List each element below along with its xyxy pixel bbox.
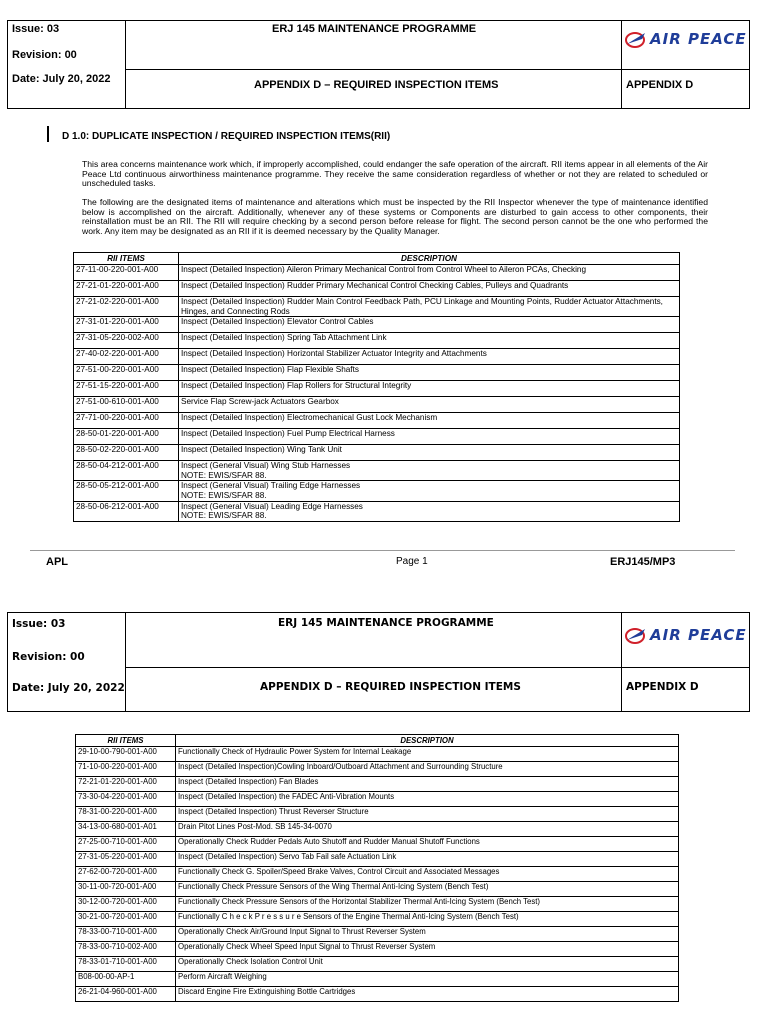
rii-item-description <box>176 867 679 882</box>
date-label: Date: July 20, 2022 <box>12 73 111 85</box>
rii-item-code: 72-21-01-220-001-A00 <box>76 777 176 792</box>
rii-item-code: 73-30-04-220-001-A00 <box>76 792 176 807</box>
air-peace-logo <box>624 27 747 51</box>
date-label: Date: July 20, 2022 <box>12 682 125 694</box>
appendix-label: APPENDIX D <box>626 79 694 91</box>
rii-item-code: 27-51-00-610-001-A00 <box>74 397 179 413</box>
rii-item-description <box>176 852 679 867</box>
rii-item-description <box>179 281 680 297</box>
rii-item-code: 28-50-02-220-001-A00 <box>74 445 179 461</box>
page-header <box>7 612 750 712</box>
description-text: Inspect (Detailed Inspection) Electromechanical Gust Lock Mechanism <box>181 413 438 423</box>
rii-item-description <box>179 501 680 521</box>
table-row <box>74 317 680 333</box>
description-text: Inspect (Detailed Inspection) Elevator Control Cables <box>181 317 374 327</box>
description-text: Inspect (Detailed Inspection) Fuel Pump Electrical Harness <box>181 429 395 439</box>
programme-title: ERJ 145 MAINTENANCE PROGRAMME <box>278 617 494 629</box>
description-text: Drain Pitot Lines Post-Mod. SB 145-34-0070 <box>178 822 332 831</box>
rii-item-code: B08-00-00-AP-1 <box>76 972 176 987</box>
page-footer <box>0 548 768 578</box>
rii-item-description <box>179 349 680 365</box>
rii-item-code: 30-21-00-720-001-A00 <box>76 912 176 927</box>
rii-item-code: 34-13-00-680-001-A01 <box>76 822 176 837</box>
table-row <box>76 927 679 942</box>
description-text: Inspect (Detailed Inspection) the FADEC Anti-Vibration Mounts <box>178 792 395 801</box>
description-text: Inspect (Detailed Inspection) Rudder Main Control Feedback Path, PCU Linkage and Mounting Points, Rudder Actuator Attachments, Hinges, and Connecting Rods <box>181 297 663 316</box>
rii-item-description <box>179 317 680 333</box>
description-text: Service Flap Screw-jack Actuators Gearbox <box>181 397 339 407</box>
rii-item-description <box>179 365 680 381</box>
description-note: NOTE: EWIS/SFAR 88. <box>181 490 267 500</box>
description-text: Functionally Check of Hydraulic Power System for Internal Leakage <box>178 747 412 756</box>
rii-item-code: 27-51-00-220-001-A00 <box>74 365 179 381</box>
table-row <box>74 365 680 381</box>
rii-item-code: 27-25-00-710-001-A00 <box>76 837 176 852</box>
table-row <box>74 445 680 461</box>
description-text: Inspect (Detailed Inspection) Fan Blades <box>178 777 319 786</box>
appendix-title: APPENDIX D – REQUIRED INSPECTION ITEMS <box>254 79 499 91</box>
table-row <box>74 429 680 445</box>
document-page-2 <box>0 590 768 1024</box>
description-text: Operationally Check Air/Ground Input Signal to Thrust Reverser System <box>178 927 426 936</box>
rii-item-description <box>176 882 679 897</box>
rii-item-description <box>179 333 680 349</box>
table-row <box>76 957 679 972</box>
rii-item-description <box>176 912 679 927</box>
description-text: Inspect (Detailed Inspection) Aileron Primary Mechanical Control from Control Wheel to Aileron PCAs, Checking <box>181 265 587 274</box>
table-row <box>74 265 680 281</box>
column-header-description: DESCRIPTION <box>176 735 679 747</box>
table-row <box>76 822 679 837</box>
rii-item-description <box>176 837 679 852</box>
table-row <box>74 333 680 349</box>
table-row <box>74 397 680 413</box>
rii-item-description <box>179 381 680 397</box>
rii-table-2 <box>75 734 679 1002</box>
rii-item-code: 28-50-04-212-001-A00 <box>74 461 179 481</box>
description-text: Inspect (Detailed Inspection) Spring Tab Attachment Link <box>181 333 387 343</box>
footer-document-code: ERJ145/MP3 <box>610 556 676 568</box>
rii-item-description <box>176 747 679 762</box>
rii-item-description <box>179 413 680 429</box>
rii-item-description <box>179 461 680 481</box>
table-row <box>76 942 679 957</box>
rii-item-description <box>176 942 679 957</box>
issue-label: Issue: 03 <box>12 618 66 630</box>
logo-swoosh-icon <box>624 623 648 647</box>
page-header <box>7 20 750 109</box>
table-row <box>76 807 679 822</box>
table-row <box>74 381 680 397</box>
table-row <box>76 867 679 882</box>
rii-item-code: 29-10-00-790-001-A00 <box>76 747 176 762</box>
description-note: NOTE: EWIS/SFAR 88. <box>181 511 267 521</box>
rii-item-code: 27-51-15-220-001-A00 <box>74 381 179 397</box>
description-text: Inspect (General Visual) Leading Edge Harnesses <box>181 501 363 511</box>
column-header-rii-items: RII ITEMS <box>76 735 176 747</box>
rii-item-description <box>179 297 680 317</box>
description-text: Discard Engine Fire Extinguishing Bottle Cartridges <box>178 987 356 996</box>
rii-item-description <box>176 927 679 942</box>
table-row <box>76 792 679 807</box>
description-text: Inspect (Detailed Inspection) Rudder Primary Mechanical Control Checking Cables, Pulleys and Quadrants <box>181 281 569 290</box>
rii-item-code: 27-31-01-220-001-A00 <box>74 317 179 333</box>
footer-page-number: Page 1 <box>396 556 428 567</box>
rii-paragraph: The following are the designated items of maintenance and alterations which must be inspected by the RII Inspector whenever the type of maintenance identified below is accomplished on the aircraft. Additionally, whenever any of these systems or Components are disturbed to gain access to other components, their reinstallation must be an RII. The RII will require checking by a second person before release for flight. The second person cannot be the one who performed the work. Any item may be designated as an RII if it is deemed necessary by the Quality Manager. <box>82 197 708 236</box>
description-text: Inspect (General Visual) Wing Stub Harnesses <box>181 461 351 471</box>
air-peace-logo <box>624 623 747 647</box>
rii-item-code: 28-50-01-220-001-A00 <box>74 429 179 445</box>
rii-item-description <box>176 897 679 912</box>
table-row <box>76 897 679 912</box>
description-text: Operationally Check Wheel Speed Input Signal to Thrust Reverser System <box>178 942 436 951</box>
rii-item-code: 71-10-00-220-001-A00 <box>76 762 176 777</box>
description-text: Inspect (Detailed Inspection) Wing Tank Unit <box>181 445 342 455</box>
table-row <box>76 747 679 762</box>
section-title: D 1.0: DUPLICATE INSPECTION / REQUIRED INSPECTION ITEMS(RII) <box>62 131 391 142</box>
table-row <box>74 501 680 521</box>
rii-item-code: 78-33-00-710-002-A00 <box>76 942 176 957</box>
table-row <box>76 912 679 927</box>
logo-swoosh-icon <box>624 27 648 51</box>
description-text: Inspect (Detailed Inspection) Servo Tab Fail safe Actuation Link <box>178 852 397 861</box>
table-row <box>76 762 679 777</box>
rii-item-description <box>179 445 680 461</box>
rii-item-code: 27-71-00-220-001-A00 <box>74 413 179 429</box>
table-row <box>76 777 679 792</box>
description-text: Perform Aircraft Weighing <box>178 972 267 981</box>
description-text: Inspect (Detailed Inspection) Thrust Reverser Structure <box>178 807 369 816</box>
description-text: Inspect (Detailed Inspection) Horizontal Stabilizer Actuator Integrity and Attachments <box>181 349 487 359</box>
description-text: Operationally Check Rudder Pedals Auto Shutoff and Rudder Manual Shutoff Functions <box>178 837 480 846</box>
rii-item-code: 27-40-02-220-001-A00 <box>74 349 179 365</box>
intro-paragraph: This area concerns maintenance work which, if improperly accomplished, could endanger the safe operation of the aircraft. RII items appear in all elements of the Air Peace Ltd continuous airworthiness maintenance programme. They receive the same consideration regardless of whether or not they are related to scheduled or unscheduled tasks. <box>82 159 708 189</box>
rii-item-description <box>176 777 679 792</box>
rii-item-description <box>176 792 679 807</box>
table-row <box>76 882 679 897</box>
column-header-rii-items: RII ITEMS <box>74 253 179 265</box>
column-header-description: DESCRIPTION <box>179 253 680 265</box>
rii-item-description <box>176 807 679 822</box>
issue-label: Issue: 03 <box>12 23 60 35</box>
rii-table-1 <box>73 252 680 522</box>
rii-item-code: 27-31-05-220-002-A00 <box>74 333 179 349</box>
footer-left: APL <box>46 556 68 568</box>
rii-item-code: 30-12-00-720-001-A00 <box>76 897 176 912</box>
rii-item-code: 27-21-02-220-001-A00 <box>74 297 179 317</box>
description-text: Inspect (General Visual) Trailing Edge Harnesses <box>181 481 361 491</box>
description-text: Inspect (Detailed Inspection) Flap Rollers for Structural Integrity <box>181 381 412 391</box>
rii-item-code: 78-33-00-710-001-A00 <box>76 927 176 942</box>
logo-text: AIR PEACE <box>650 626 747 644</box>
rii-item-description <box>176 957 679 972</box>
description-text: Operationally Check Isolation Control Unit <box>178 957 323 966</box>
table-row <box>76 837 679 852</box>
table-row <box>74 297 680 317</box>
programme-title: ERJ 145 MAINTENANCE PROGRAMME <box>272 23 477 35</box>
rii-item-description <box>179 429 680 445</box>
rii-item-code: 28-50-06-212-001-A00 <box>74 501 179 521</box>
rii-item-description <box>176 822 679 837</box>
appendix-label: APPENDIX D <box>626 681 699 693</box>
rii-item-description <box>179 265 680 281</box>
table-row <box>74 461 680 481</box>
rii-item-description <box>176 987 679 1002</box>
rii-item-code: 27-21-01-220-001-A00 <box>74 281 179 297</box>
rii-item-description <box>176 762 679 777</box>
rii-item-code: 26-21-04-960-001-A00 <box>76 987 176 1002</box>
table-row <box>76 852 679 867</box>
rii-item-description <box>176 972 679 987</box>
table-row <box>74 349 680 365</box>
rii-item-code: 78-31-00-220-001-A00 <box>76 807 176 822</box>
table-row <box>76 987 679 1002</box>
table-row <box>76 972 679 987</box>
rii-item-description <box>179 481 680 501</box>
rii-item-description <box>179 397 680 413</box>
table-row <box>74 481 680 501</box>
rii-item-code: 27-62-00-720-001-A00 <box>76 867 176 882</box>
table-row <box>74 413 680 429</box>
rii-item-code: 78-33-01-710-001-A00 <box>76 957 176 972</box>
description-text: Functionally Check Pressure Sensors of the Horizontal Stabilizer Thermal Anti-Icing System (Bench Test) <box>178 897 540 906</box>
description-text: Functionally Check G. Spoiler/Speed Brake Valves, Control Circuit and Associated Messages <box>178 867 500 876</box>
rii-item-code: 30-11-00-720-001-A00 <box>76 882 176 897</box>
revision-label: Revision: 00 <box>12 651 85 663</box>
description-text: Inspect (Detailed Inspection) Flap Flexible Shafts <box>181 365 359 375</box>
rii-item-code: 28-50-05-212-001-A00 <box>74 481 179 501</box>
revision-label: Revision: 00 <box>12 49 77 61</box>
rii-item-code: 27-11-00-220-001-A00 <box>74 265 179 281</box>
table-row <box>74 281 680 297</box>
logo-text: AIR PEACE <box>650 30 747 48</box>
description-text: Functionally Check Pressure Sensors of the Wing Thermal Anti-Icing System (Bench Test) <box>178 882 489 891</box>
description-note: NOTE: EWIS/SFAR 88. <box>181 470 267 480</box>
description-text: Inspect (Detailed Inspection)Cowling Inboard/Outboard Attachment and Surrounding Structure <box>178 762 503 771</box>
appendix-title: APPENDIX D – REQUIRED INSPECTION ITEMS <box>260 681 521 693</box>
description-text: Functionally C h e c k P r e s s u r e Sensors of the Engine Thermal Anti-Icing System (Bench Test) <box>178 912 519 921</box>
rii-item-code: 27-31-05-220-001-A00 <box>76 852 176 867</box>
